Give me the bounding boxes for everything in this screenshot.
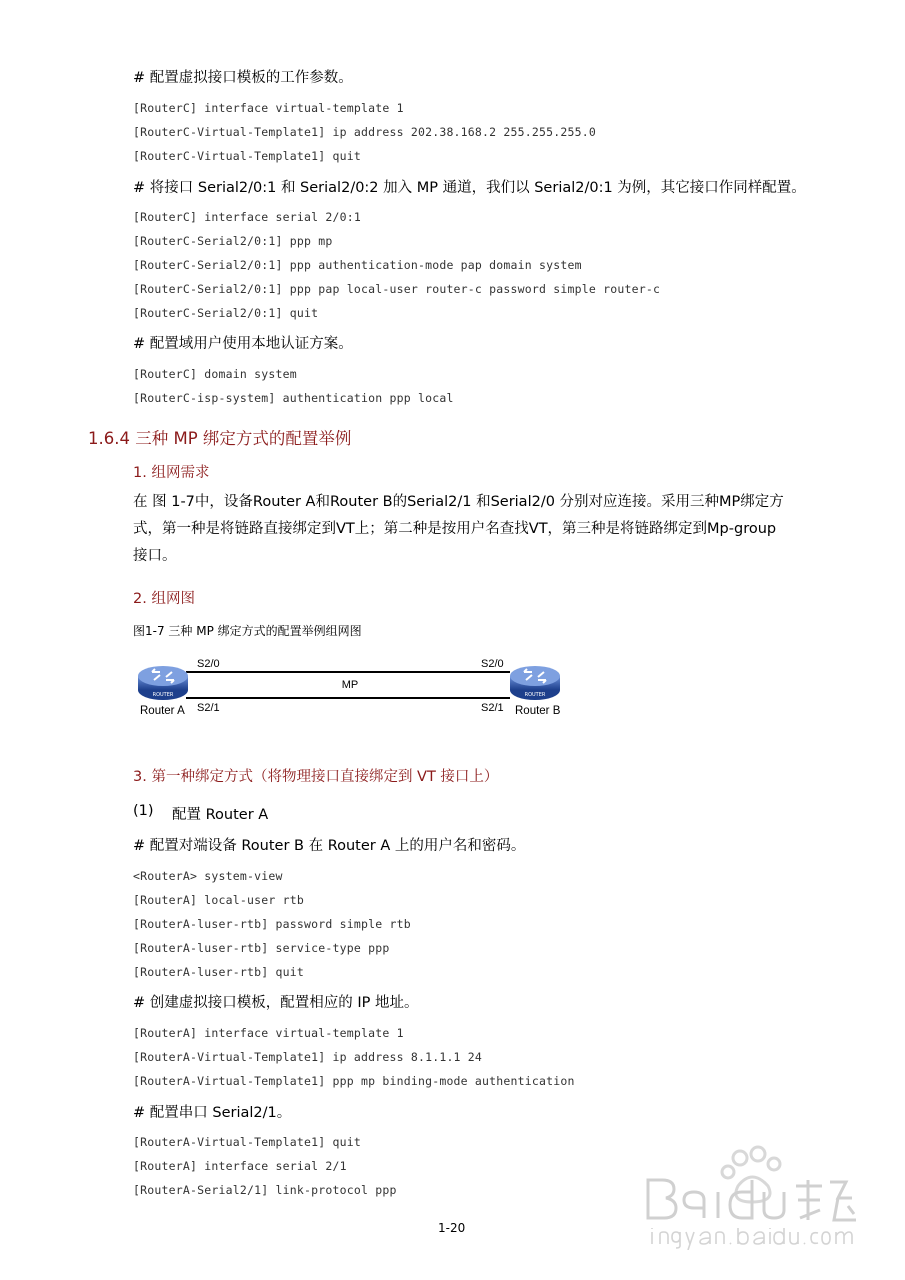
link-label-mp: MP (341, 679, 359, 691)
code-line: [RouterA-luser-rtb] service-type ppp (133, 941, 390, 955)
baidu-jingyan-watermark (612, 1140, 882, 1250)
code-line: [RouterA-Virtual-Template1] ip address 8.1.1.1 24 (133, 1050, 483, 1064)
page-number: 1-20 (438, 1221, 466, 1235)
step-number: (1) (133, 803, 154, 819)
baidu-paw-logo (612, 1140, 882, 1250)
router-b-label: Router B (515, 705, 561, 717)
subsection-first-binding: 3. 第一种绑定方式（将物理接口直接绑定到 VT 接口上） (133, 769, 499, 785)
code-line: [RouterC-Virtual-Template1] ip address 202.38.168.2 255.255.255.0 (133, 125, 597, 139)
router-a-port-top: S2/0 (197, 658, 220, 670)
router-b-port-top: S2/0 (481, 658, 504, 670)
comment-serial-config: # 配置串口 Serial2/1。 (133, 1105, 292, 1121)
code-line: [RouterA] interface virtual-template 1 (133, 1026, 404, 1040)
code-line: [RouterA-Virtual-Template1] ppp mp binding-mode authentication (133, 1074, 575, 1088)
paragraph-line: 接口。 (133, 548, 177, 564)
code-line: [RouterC-Virtual-Template1] quit (133, 149, 361, 163)
code-line: [RouterA-luser-rtb] password simple rtb (133, 917, 411, 931)
paragraph-line: 式，第一种是将链路直接绑定到VT上；第二种是按用户名查找VT，第三种是将链路绑定到Mp-group (133, 521, 777, 537)
code-line: [RouterC-Serial2/0:1] ppp pap local-user router-c password simple router-c (133, 282, 661, 296)
step-title: 配置 Router A (172, 807, 269, 823)
code-line: [RouterC-Serial2/0:1] ppp mp (133, 234, 333, 248)
code-line: [RouterC] interface serial 2/0:1 (133, 210, 361, 224)
section-title: 1.6.4 三种 MP 绑定方式的配置举例 (88, 429, 352, 448)
subsection-network-requirements: 1. 组网需求 (133, 465, 210, 481)
comment-peer-user: # 配置对端设备 Router B 在 Router A 上的用户名和密码。 (133, 838, 526, 854)
subsection-network-diagram: 2. 组网图 (133, 591, 195, 607)
code-line: [RouterA-luser-rtb] quit (133, 965, 304, 979)
router-a-port-bottom: S2/1 (197, 702, 220, 714)
paragraph-line: 在 图 1-7中，设备Router A和Router B的Serial2/1 和Serial2/0 分别对应连接。采用三种MP绑定方 (133, 494, 784, 510)
code-line: <RouterA> system-view (133, 869, 283, 883)
code-line: [RouterC-Serial2/0:1] quit (133, 306, 319, 320)
network-diagram-svg (130, 655, 580, 725)
figure-caption: 图1-7 三种 MP 绑定方式的配置举例组网图 (133, 624, 362, 638)
code-line: [RouterA-Virtual-Template1] quit (133, 1135, 361, 1149)
code-line: [RouterA] local-user rtb (133, 893, 304, 907)
comment-vt-params: # 配置虚拟接口模板的工作参数。 (133, 70, 353, 86)
router-a-icon (138, 666, 188, 700)
comment-serial-mp: # 将接口 Serial2/0:1 和 Serial2/0:2 加入 MP 通道，我们以 Serial2/0:1 为例，其它接口作同样配置。 (133, 180, 806, 196)
code-line: [RouterA-Serial2/1] link-protocol ppp (133, 1183, 397, 1197)
router-b-port-bottom: S2/1 (481, 702, 504, 714)
comment-create-vt: # 创建虚拟接口模板，配置相应的 IP 地址。 (133, 995, 419, 1011)
router-b-icon-text: ROUTER (524, 692, 546, 698)
code-line: [RouterC-isp-system] authentication ppp local (133, 391, 454, 405)
comment-domain-auth: # 配置域用户使用本地认证方案。 (133, 336, 353, 352)
code-line: [RouterC-Serial2/0:1] ppp authentication-mode pap domain system (133, 258, 582, 272)
network-diagram (130, 655, 580, 725)
router-a-icon-text: ROUTER (152, 692, 174, 698)
code-line: [RouterC] domain system (133, 367, 297, 381)
router-b-icon (510, 666, 560, 700)
code-line: [RouterC] interface virtual-template 1 (133, 101, 404, 115)
code-line: [RouterA] interface serial 2/1 (133, 1159, 347, 1173)
router-a-label: Router A (140, 705, 185, 717)
